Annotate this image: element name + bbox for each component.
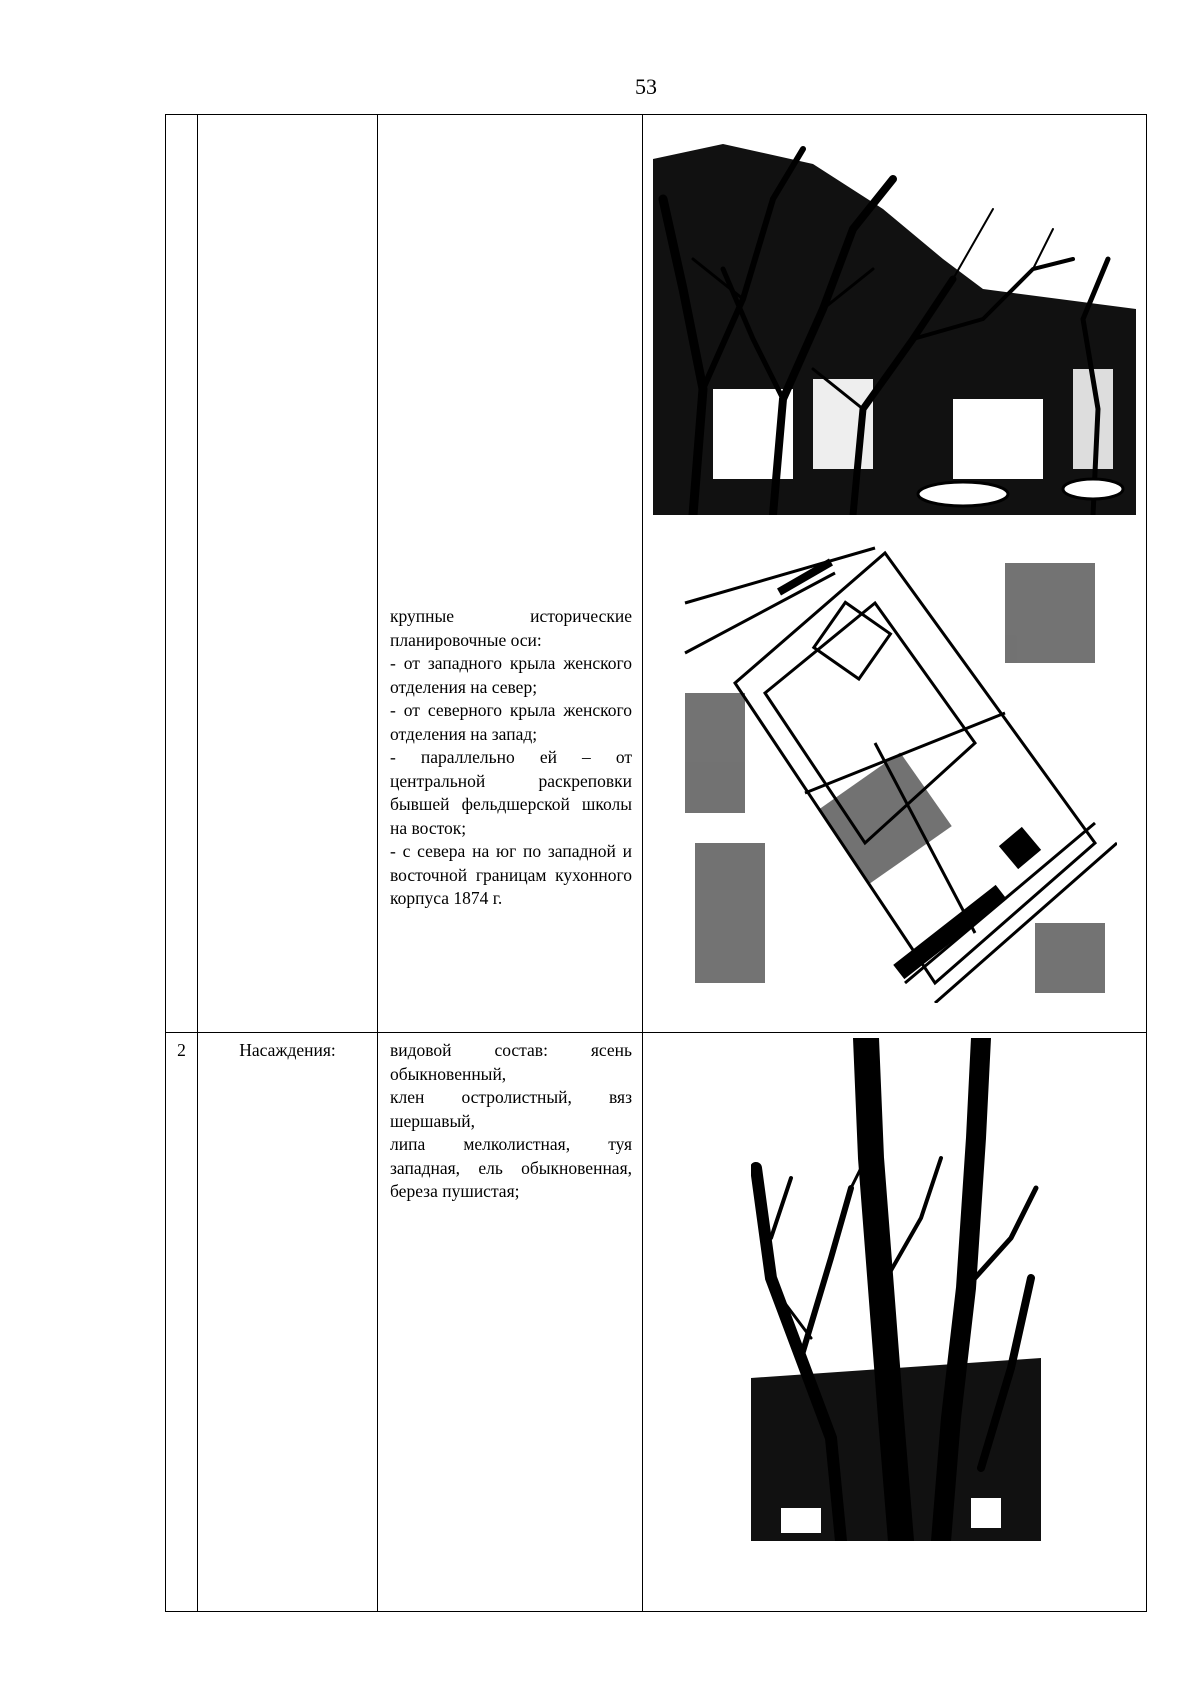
row-number-cell (166, 115, 198, 1033)
description-cell (378, 1033, 643, 1612)
description-line: - с севера на юг по западной и восточной границам кухонного корпуса 1874 г. (390, 841, 632, 908)
description-line: - от западного крыла женского отделения на север; (390, 653, 632, 697)
photo-cell (643, 1033, 1147, 1612)
document-table (165, 114, 1147, 1612)
row-number-cell: 2 (166, 1033, 198, 1612)
photo-trees-vertical (751, 1038, 1041, 1541)
photo-trees-building (653, 139, 1136, 515)
description-line: - параллельно ей – от центральной раскреповки бывшей фельдшерской школы на восток; (390, 747, 632, 838)
row-name-cell (198, 115, 378, 1033)
table-row (166, 1033, 1147, 1612)
description-line: клен остролистный, вяз шершавый, (390, 1087, 632, 1131)
description-line: видовой состав: ясень обыкновенный, (390, 1040, 632, 1084)
page-number: 53 (635, 74, 657, 99)
description-line: - от северного крыла женского отделения на запад; (390, 700, 632, 744)
site-plan-map (675, 543, 1117, 1003)
description-cell (378, 115, 643, 1033)
table-row (166, 115, 1147, 1033)
photo-cell (643, 115, 1147, 1033)
description-line: крупные исторические планировочные оси: (390, 606, 632, 650)
row-name-cell: Насаждения: (198, 1033, 378, 1612)
description-line: липа мелколистная, туя западная, ель обыкновенная, береза пушистая; (390, 1134, 632, 1201)
